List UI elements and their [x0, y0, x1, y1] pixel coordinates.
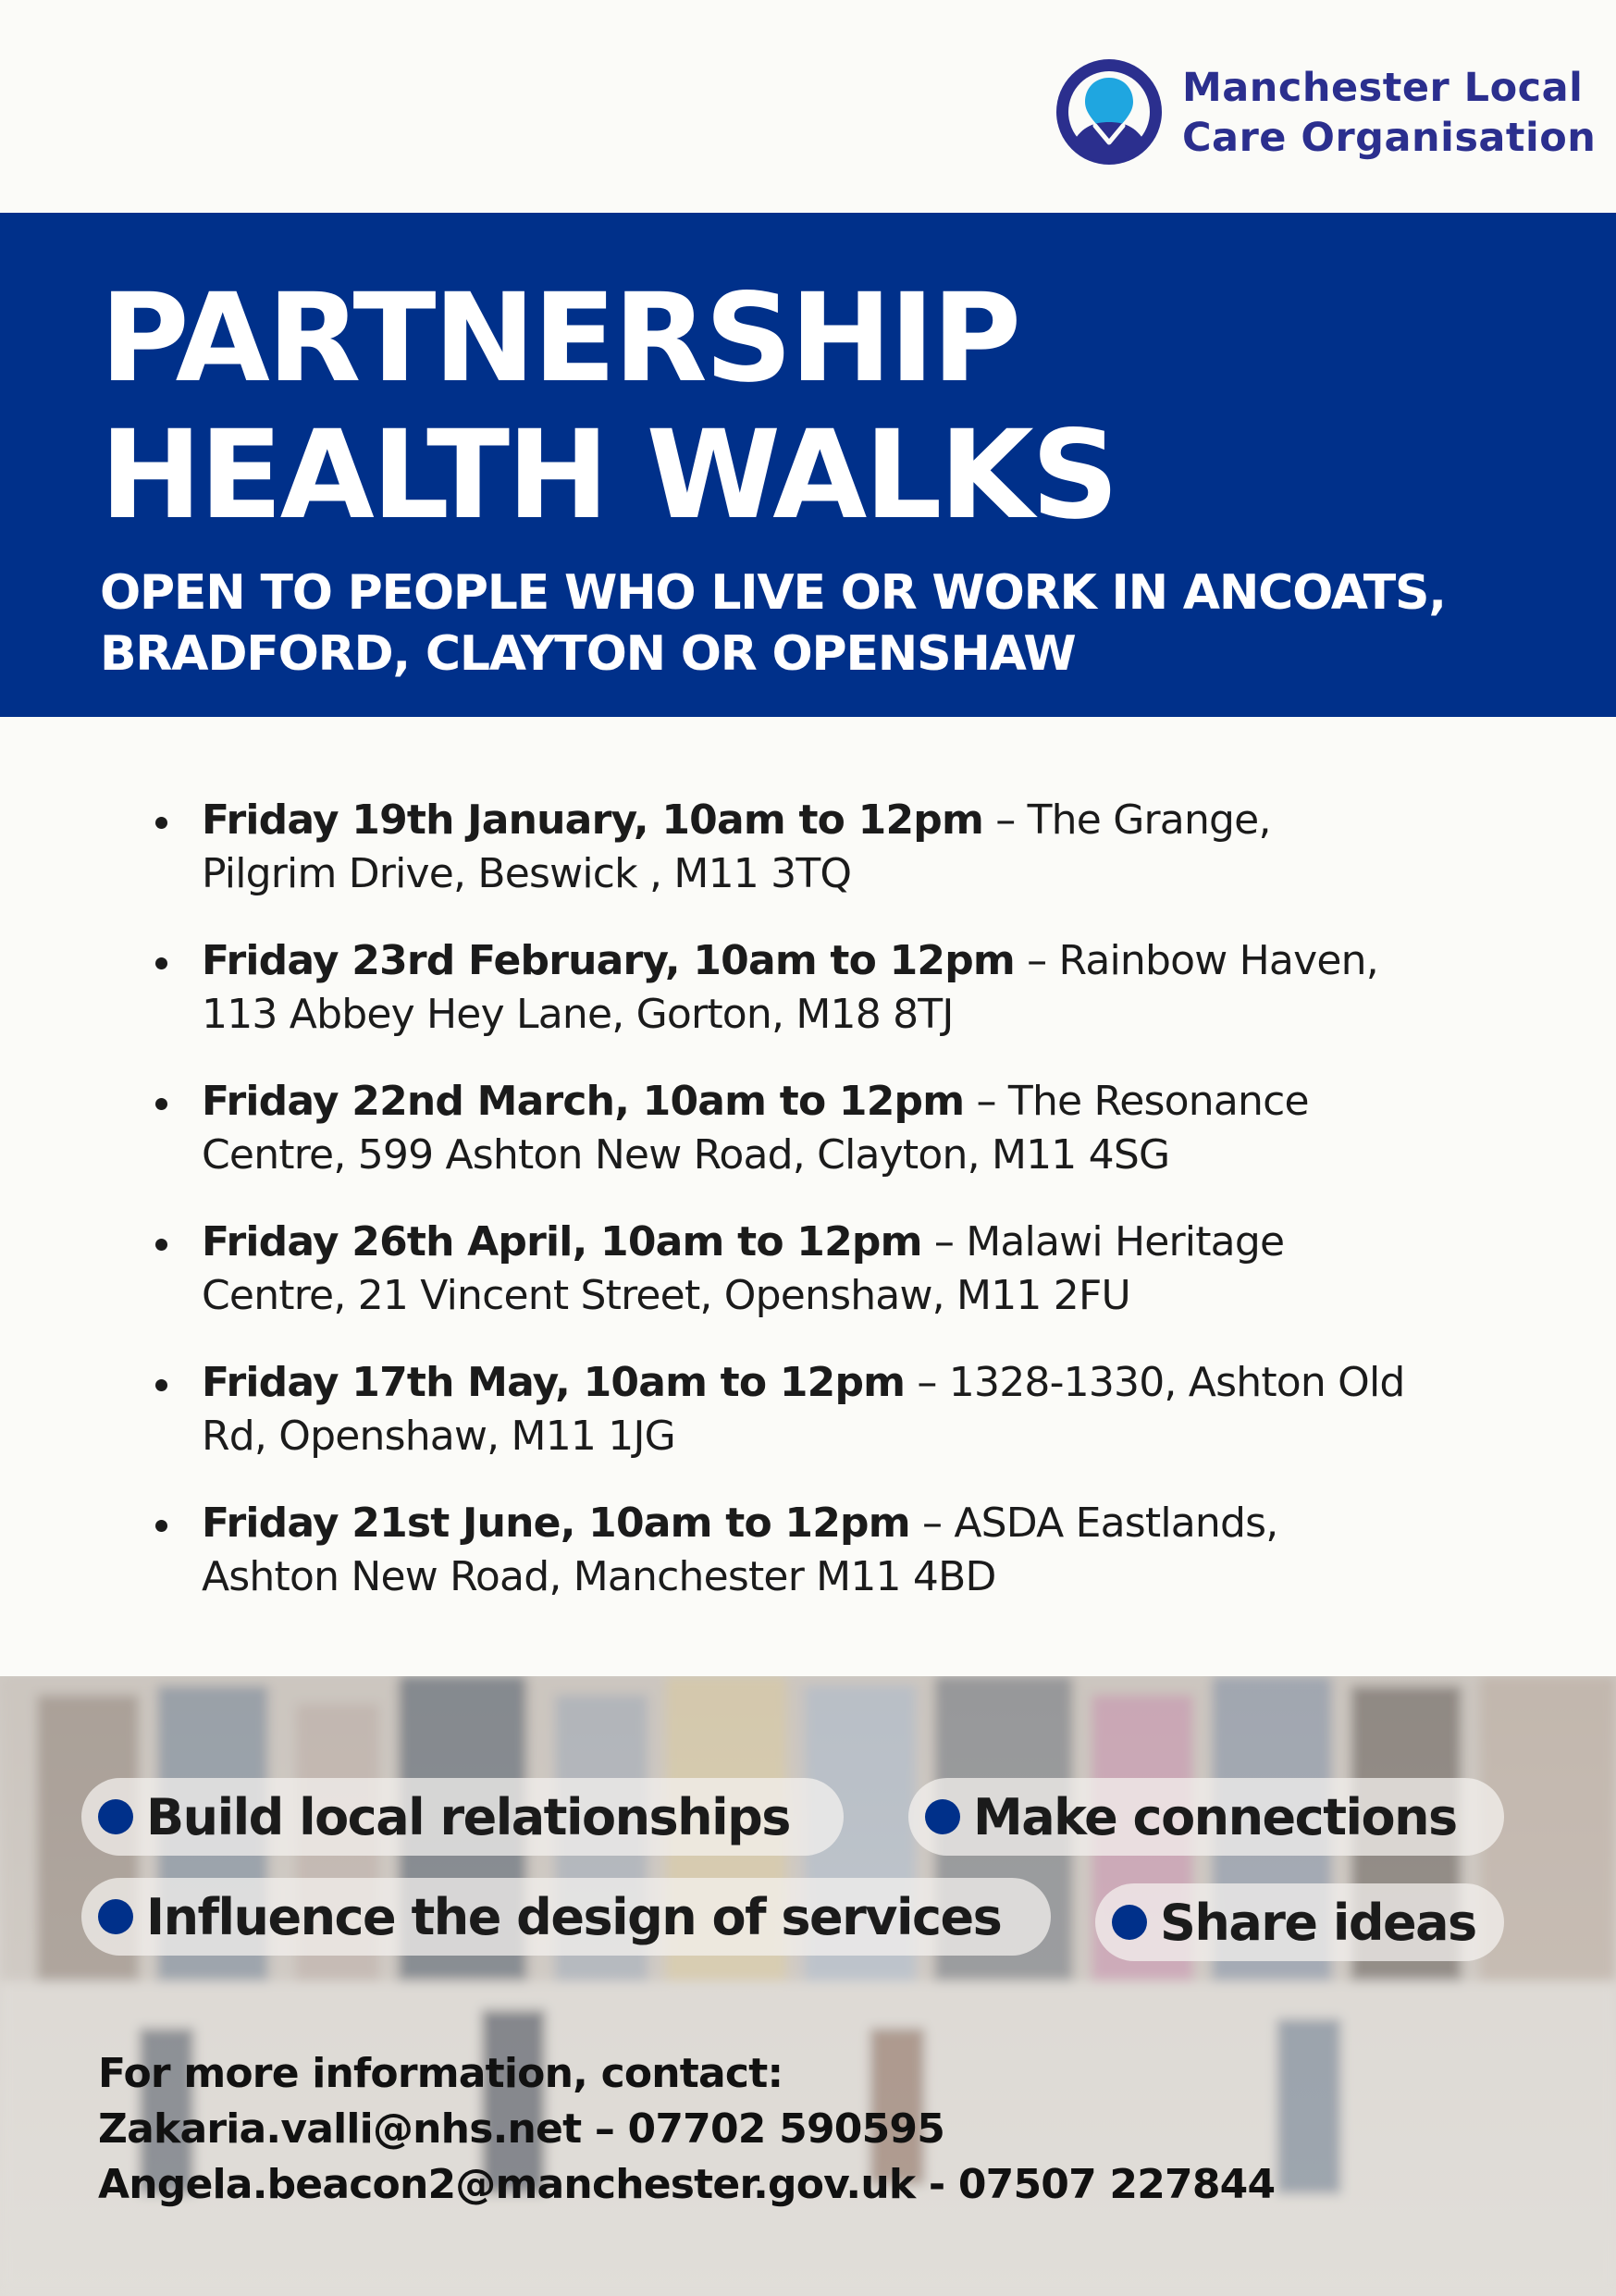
benefit-label: Build local relationships [146, 1787, 790, 1846]
benefit-label: Make connections [973, 1787, 1457, 1846]
event-location-end: Ashton New Road, Manchester M11 4BD [202, 1553, 996, 1600]
event-location-end: 113 Abbey Hey Lane, Gorton, M18 8TJ [202, 991, 954, 1038]
bullet-dot-icon [925, 1799, 960, 1834]
contact-line-1[interactable]: Zakaria.valli@nhs.net – 07702 590595 [98, 2105, 945, 2153]
event-location-start: – Malawi Heritage [921, 1218, 1285, 1265]
event-date: Friday 17th May, 10am to 12pm [202, 1359, 906, 1406]
event-location-start: – The Grange, [983, 796, 1271, 844]
event-date: Friday 26th April, 10am to 12pm [202, 1218, 922, 1265]
benefit-pill [1095, 1883, 1504, 1961]
event-location-start: – ASDA Eastlands, [909, 1500, 1278, 1547]
event-date: Friday 23rd February, 10am to 12pm [202, 937, 1015, 984]
event-date: Friday 19th January, 10am to 12pm [202, 796, 984, 844]
subtitle-line-2: BRADFORD, CLAYTON OR OPENSHAW [100, 626, 1076, 682]
bullet-dot-icon [98, 1899, 133, 1934]
title-line-2: HEALTH WALKS [100, 404, 1116, 547]
subtitle [100, 562, 1446, 685]
event-location-end: Centre, 21 Vincent Street, Openshaw, M11 2FU [202, 1272, 1130, 1319]
event-location-start: – The Resonance [964, 1078, 1309, 1125]
event-item [148, 1075, 1536, 1182]
event-item [148, 1497, 1536, 1604]
benefit-label: Influence the design of services [146, 1887, 1002, 1946]
contact-line-2[interactable]: Angela.beacon2@manchester.gov.uk - 07507 227844 [98, 2161, 1276, 2208]
event-date: Friday 21st June, 10am to 12pm [202, 1500, 910, 1547]
event-location-start: – 1328-1330, Ashton Old [905, 1359, 1405, 1406]
benefit-pill [81, 1878, 1051, 1956]
logo [1055, 54, 1597, 174]
event-item [148, 1356, 1536, 1463]
person-pin-icon [1055, 57, 1164, 167]
event-location-end: Rd, Openshaw, M11 1JG [202, 1413, 675, 1460]
contact-heading: For more information, contact: [98, 2050, 783, 2097]
title-banner [0, 213, 1616, 717]
benefit-pill [908, 1778, 1504, 1856]
benefit-pill [81, 1778, 844, 1856]
logo-line-2: Care Organisation [1182, 115, 1597, 161]
event-item [148, 794, 1536, 901]
bullet-dot-icon [98, 1799, 133, 1834]
event-item [148, 934, 1536, 1042]
logo-line-1: Manchester Local [1182, 65, 1584, 111]
contact-block [98, 2046, 1275, 2213]
subtitle-line-1: OPEN TO PEOPLE WHO LIVE OR WORK IN ANCOATS, [100, 565, 1446, 621]
event-item [148, 1216, 1536, 1323]
page-title [100, 267, 1116, 547]
event-list [148, 794, 1536, 1637]
benefit-label: Share ideas [1160, 1893, 1476, 1952]
event-location-end: Pilgrim Drive, Beswick , M11 3TQ [202, 850, 852, 897]
title-line-1: PARTNERSHIP [100, 267, 1019, 410]
event-location-start: – Rainbow Haven, [1014, 937, 1378, 984]
event-location-end: Centre, 599 Ashton New Road, Clayton, M11 4SG [202, 1131, 1170, 1179]
event-date: Friday 22nd March, 10am to 12pm [202, 1078, 965, 1125]
bullet-dot-icon [1112, 1905, 1147, 1940]
